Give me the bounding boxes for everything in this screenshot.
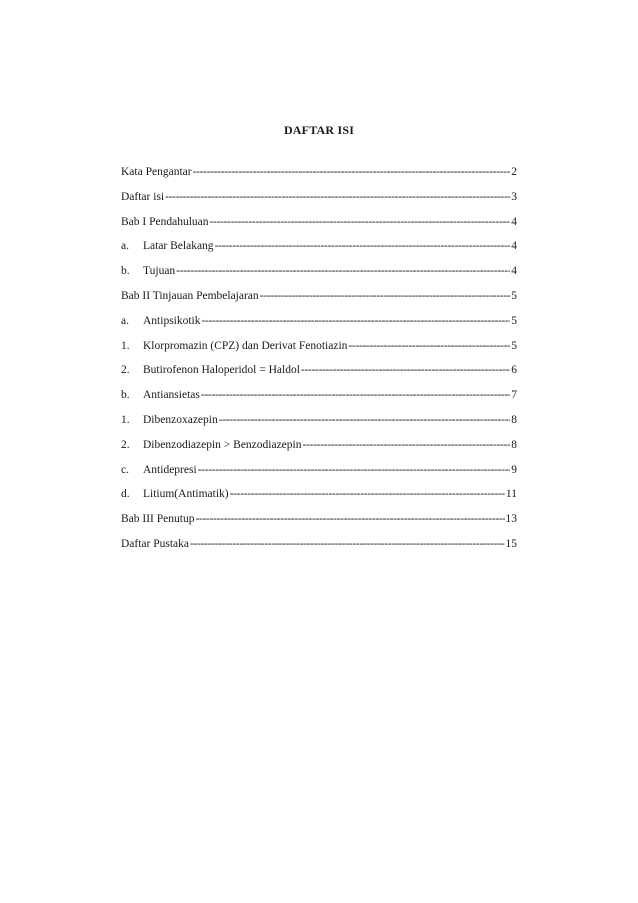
- toc-entry-label: Litium(Antimatik): [143, 488, 229, 501]
- toc-entry-label: Bab I Pendahuluan: [121, 215, 209, 228]
- toc-entry-marker: 2.: [121, 364, 130, 377]
- toc-dot-leader: [230, 488, 505, 500]
- toc-entry-label: Kata Pengantar: [121, 166, 192, 178]
- toc-dot-leader: [260, 290, 511, 302]
- toc-entry: [121, 290, 517, 315]
- toc-entry-marker: b.: [121, 389, 130, 402]
- toc-entry-page: 6: [511, 364, 517, 377]
- toc-entry-page: 11: [505, 488, 517, 501]
- toc-entry: [121, 340, 517, 365]
- toc-dot-leader: [165, 191, 510, 203]
- toc-entry: [121, 414, 517, 439]
- toc-entry: [121, 191, 517, 216]
- toc-dot-leader: [193, 166, 511, 178]
- toc-entry: [121, 315, 517, 340]
- toc-entry-page: 4: [511, 240, 517, 253]
- toc-entry-label: Bab II Tinjauan Pembelajaran: [121, 289, 259, 302]
- toc-entry-label: Antidepresi: [143, 463, 197, 476]
- toc-entry-label: Dibenzodiazepin > Benzodiazepin: [143, 438, 302, 451]
- toc-entry-label: Dibenzoxazepin: [143, 413, 218, 426]
- toc-entry: [121, 513, 517, 538]
- toc-entry-label: Daftar Pustaka: [121, 537, 190, 550]
- toc-entry-label: Daftar isi: [121, 190, 165, 203]
- toc-dot-leader: [176, 265, 510, 277]
- toc-entry-label: Antipsikotik: [143, 314, 201, 327]
- toc-entry-page: 2: [511, 166, 517, 178]
- toc-entry: [121, 389, 517, 414]
- toc-entry-marker: d.: [121, 488, 130, 501]
- toc-dot-leader: [219, 414, 511, 426]
- toc-entry: [121, 439, 517, 464]
- toc-entry-page: 5: [511, 339, 517, 352]
- toc-dot-leader: [195, 513, 504, 525]
- toc-entry-label: Klorpromazin (CPZ) dan Derivat Fenotiazin: [143, 339, 348, 352]
- toc-dot-leader: [348, 340, 510, 352]
- toc-entry-page: 5: [511, 314, 517, 327]
- toc-entry: [121, 216, 517, 241]
- toc-entry-page: 9: [511, 463, 517, 476]
- toc-dot-leader: [201, 389, 510, 401]
- toc-entry: [121, 464, 517, 489]
- toc-entry: [121, 538, 517, 563]
- toc-entry-page: 4: [511, 265, 517, 278]
- toc-dot-leader: [198, 464, 511, 476]
- toc-entry-marker: 1.: [121, 413, 130, 426]
- toc-dot-leader: [302, 439, 510, 451]
- toc-entry-label: Antiansietas: [143, 389, 200, 402]
- toc-entry-marker: b.: [121, 265, 130, 278]
- toc-entry: [121, 240, 517, 265]
- toc-dot-leader: [202, 315, 511, 327]
- toc-entry-marker: 2.: [121, 438, 130, 451]
- toc-entry: [121, 364, 517, 389]
- toc-entry: [121, 166, 517, 191]
- toc-entry-page: 4: [511, 215, 517, 228]
- toc-entry-page: 15: [505, 537, 517, 550]
- toc-dot-leader: [190, 538, 504, 550]
- toc-entry: [121, 265, 517, 290]
- toc-entry-label: Bab III Penutup: [121, 513, 195, 526]
- toc-entry-label: Tujuan: [143, 265, 176, 278]
- toc-entry-page: 3: [511, 190, 517, 203]
- toc-entry-marker: a.: [121, 314, 129, 327]
- toc-entry-page: 13: [505, 513, 517, 526]
- toc-entry-page: 5: [511, 289, 517, 302]
- toc-entry-marker: 1.: [121, 339, 130, 352]
- toc-entry: [121, 488, 517, 513]
- toc-dot-leader: [301, 364, 510, 376]
- toc-list: [121, 166, 517, 563]
- toc-entry-marker: c.: [121, 463, 129, 476]
- toc-dot-leader: [210, 216, 511, 228]
- toc-dot-leader: [215, 240, 511, 252]
- toc-title: DAFTAR ISI: [283, 123, 355, 137]
- toc-entry-marker: a.: [121, 240, 129, 253]
- toc-entry-label: Latar Belakang: [143, 240, 214, 253]
- toc-entry-page: 8: [511, 413, 517, 426]
- toc-entry-page: 8: [511, 438, 517, 451]
- toc-entry-page: 7: [511, 389, 517, 402]
- toc-entry-label: Butirofenon Haloperidol = Haldol: [143, 364, 300, 377]
